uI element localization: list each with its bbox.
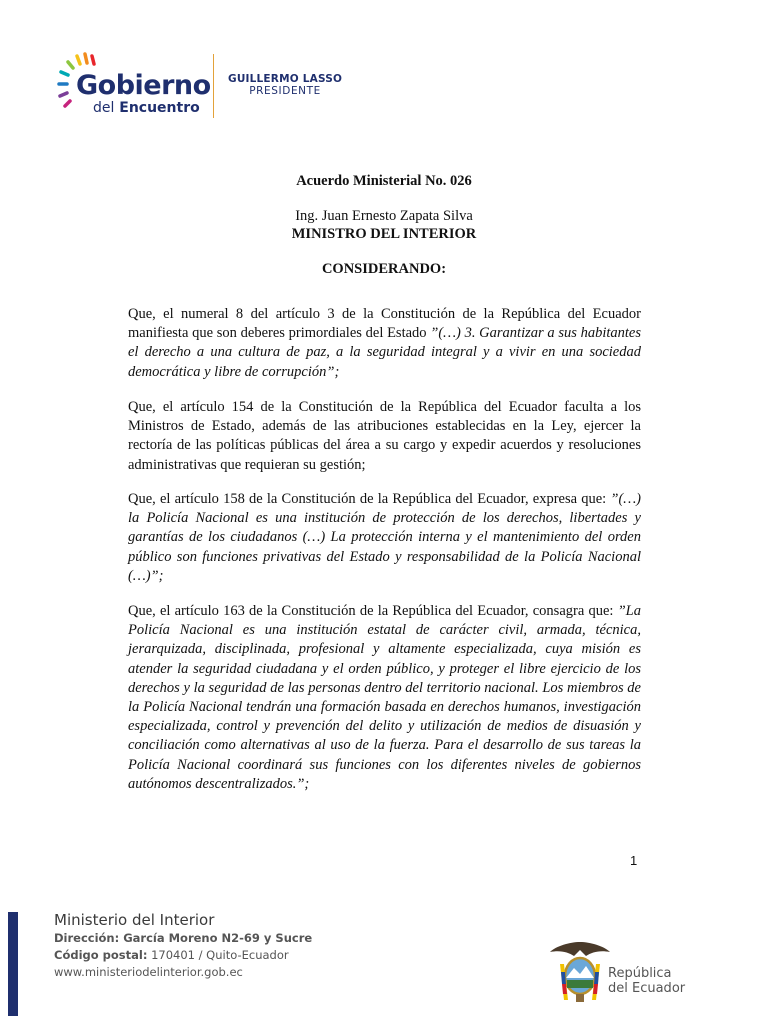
paragraph-intro: Que, el numeral 8 del artículo 3 de la Constitución de la República del Ecuador manifiesta que son deberes primordiales del Estado <box>128 306 641 342</box>
president-role: PRESIDENTE <box>249 84 321 97</box>
paragraph-intro: Que, el artículo 154 de la Constitución de la República del Ecuador faculta a los Ministros de Estado, además de las atribuciones establecidas en la Ley, ejercer la rectoría de las políticas públicas del área a su cargo y expedir acuerdos y resoluciones administrativas que requieran su gestión; <box>128 399 641 473</box>
logo-divider <box>213 54 214 118</box>
ray-4 <box>68 62 73 68</box>
page-number: 1 <box>630 853 638 868</box>
republic-label <box>608 966 685 996</box>
footer-accent-bar <box>8 912 18 1016</box>
ray-1 <box>92 56 94 64</box>
footer-postal <box>54 947 312 964</box>
logo-sub-text <box>93 101 200 115</box>
logo-sub-prefix: del <box>93 100 115 116</box>
ray-7 <box>60 93 67 96</box>
paragraph-intro: Que, el artículo 163 de la Constitución de la República del Ecuador, consagra que: <box>128 603 618 619</box>
postal-label: Código postal: <box>54 948 148 962</box>
document-title: Acuerdo Ministerial No. 026 <box>296 173 472 189</box>
ray-3 <box>77 56 80 64</box>
gobierno-logo <box>52 50 372 122</box>
postal-value: 170401 / Quito-Ecuador <box>147 948 289 962</box>
footer-contact <box>54 910 312 981</box>
address-label: Dirección: García Moreno N2-69 y Sucre <box>54 931 313 945</box>
paragraph-2 <box>128 398 641 475</box>
section-heading: CONSIDERANDO: <box>321 261 447 277</box>
ray-5 <box>61 72 68 75</box>
paragraph-4 <box>128 602 641 794</box>
logo-sub-main: Encuentro <box>119 100 200 116</box>
coat-of-arms-icon <box>548 938 612 1008</box>
republic-line-2: del Ecuador <box>608 981 686 996</box>
president-name: GUILLERMO LASSO <box>228 73 343 85</box>
signer-role: MINISTRO DEL INTERIOR <box>291 226 477 242</box>
paragraph-quote: ”(…) la Policía Nacional es una institución de protección de los derechos, libertades y garantías de los ciudadanos (…) La protección interna y el mantenimiento del orden público son funciones privativas del Estado y responsabilidad de la Policía Nacional (…)”; <box>128 491 641 584</box>
footer-institution: Ministerio del Interior <box>54 911 215 929</box>
paragraph-intro: Que, el artículo 158 de la Constitución de la República del Ecuador, expresa que: <box>128 491 611 507</box>
logo-main-text: Gobierno <box>76 70 211 101</box>
signer-name: Ing. Juan Ernesto Zapata Silva <box>295 208 473 224</box>
paragraph-3 <box>128 490 641 586</box>
footer-website[interactable]: www.ministeriodelinterior.gob.ec <box>54 965 243 979</box>
paragraph-1 <box>128 305 641 382</box>
republic-line-1: República <box>608 966 672 981</box>
paragraph-quote: ”La Policía Nacional es una institución estatal de carácter civil, armada, técnica, jerarquizada, disciplinada, profesional y altamente especializada, cuya misión es atender la seguridad ciudadana y el orden público, y proteger el libre ejercicio de los derechos y la seguridad de las personas dentro del territorio nacional. Los miembros de la Policía Nacional tendrán una formación basada en derechos humanos, investigación especializada, control y prevención del delito y utilización de medios de disuasión y conciliación como alternativas al uso de la fuerza. Para el desarrollo de sus tareas la Policía Nacional coordinará sus funciones con los diferentes niveles de gobiernos autónomos descentralizados.”; <box>128 603 641 792</box>
footer-address <box>54 930 312 947</box>
paragraph-quote: ”(…) 3. Garantizar a sus habitantes el derecho a una cultura de paz, a la seguridad integral y a vivir en una sociedad democrática y libre de corrupción”; <box>128 325 641 380</box>
ray-2 <box>85 54 87 63</box>
ray-8 <box>65 101 70 106</box>
president-block <box>228 74 342 96</box>
